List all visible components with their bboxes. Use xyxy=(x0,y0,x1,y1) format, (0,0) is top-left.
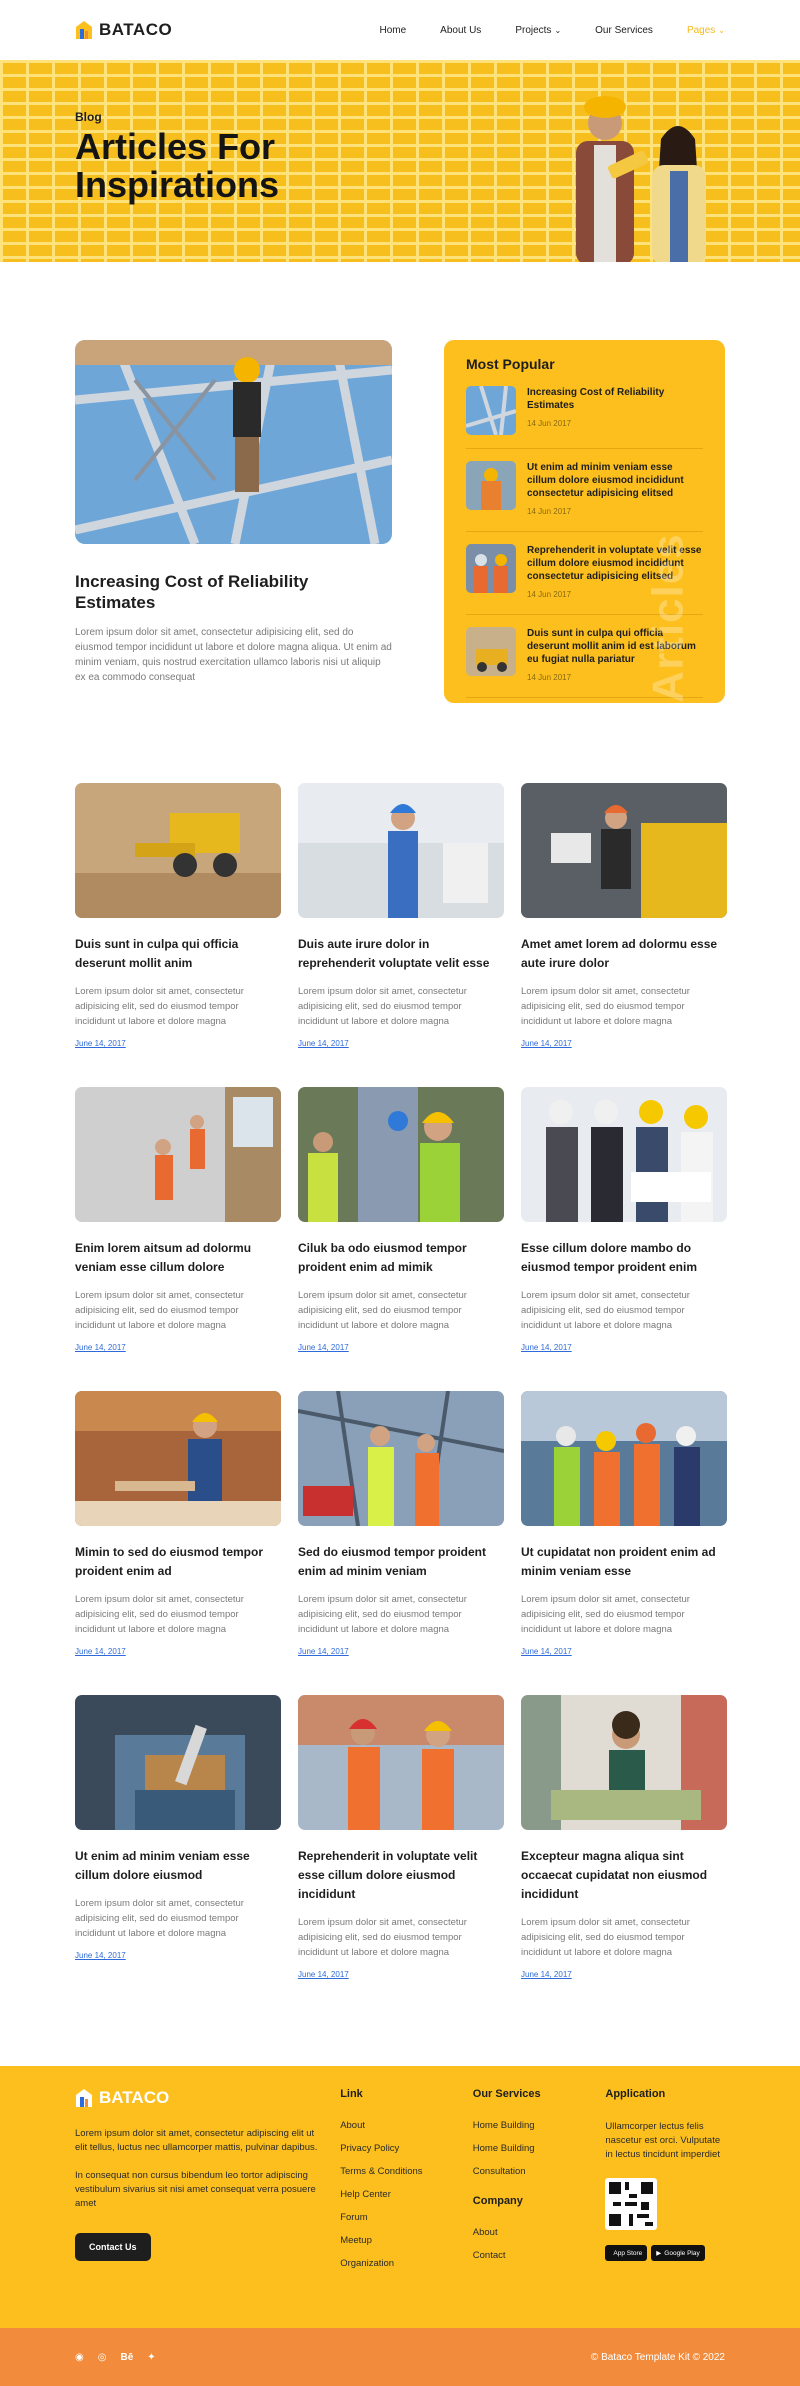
footer-services xyxy=(473,2088,606,2328)
footer-link-forum[interactable]: Forum xyxy=(340,2212,368,2223)
article-date[interactable]: June 14, 2017 xyxy=(521,1343,572,1352)
article-image[interactable] xyxy=(298,1391,504,1526)
popular-thumbnail xyxy=(466,544,516,593)
article-image[interactable] xyxy=(521,1391,727,1526)
article-title[interactable]: Ciluk ba odo eiusmod tempor proident enim ad mimik xyxy=(298,1241,467,1274)
footer-logo[interactable] xyxy=(75,2088,340,2108)
article-date[interactable]: June 14, 2017 xyxy=(521,1039,572,1048)
behance-icon[interactable]: Bē xyxy=(120,2351,134,2363)
article-date[interactable]: June 14, 2017 xyxy=(298,1039,349,1048)
article-date[interactable]: June 14, 2017 xyxy=(75,1647,126,1656)
featured-section xyxy=(0,262,800,703)
article-title[interactable]: Enim lorem aitsum ad dolormu veniam esse cillum dolore xyxy=(75,1241,252,1274)
article-card[interactable] xyxy=(75,1695,281,1982)
popular-item-date: 14 Jun 2017 xyxy=(527,590,572,599)
popular-item-title: Duis sunt in culpa qui officia deserunt mollit anim id est laborum eu fugiat nulla pariatur xyxy=(527,628,696,665)
footer-link-about[interactable]: About xyxy=(340,2120,366,2131)
footer-about xyxy=(75,2088,340,2328)
popular-thumbnail xyxy=(466,627,516,676)
article-date[interactable]: June 14, 2017 xyxy=(521,1647,572,1656)
article-description: Lorem ipsum dolor sit amet, consectetur adipisicing elit, sed do eiusmod tempor incididunt ut labore et dolore magna xyxy=(75,986,244,1027)
article-date[interactable]: June 14, 2017 xyxy=(298,1970,349,1979)
chevron-down-icon: ⌄ xyxy=(554,25,562,35)
copyright-text: © Bataco Template Kit © 2022 xyxy=(590,2351,725,2363)
top-nav xyxy=(0,0,800,60)
article-title[interactable]: Duis sunt in culpa qui officia deserunt mollit anim xyxy=(75,937,239,970)
hero-banner xyxy=(0,60,800,262)
featured-article[interactable] xyxy=(75,340,392,703)
article-title[interactable]: Esse cillum dolore mambo do eiusmod tempor proident enim xyxy=(521,1241,698,1274)
twitter-icon[interactable]: ✦ xyxy=(147,2351,156,2363)
article-image[interactable] xyxy=(521,1087,727,1222)
article-description: Lorem ipsum dolor sit amet, consectetur adipisicing elit, sed do eiusmod tempor incididunt ut labore et dolore magna xyxy=(521,1594,690,1635)
main-menu xyxy=(379,25,725,36)
footer-link-title: Link xyxy=(340,2088,363,2100)
article-date[interactable]: June 14, 2017 xyxy=(298,1647,349,1656)
nav-pages-label: Pages xyxy=(686,24,716,36)
most-popular-panel xyxy=(444,340,725,703)
google-play-icon: ▶ xyxy=(656,2250,662,2257)
nav-projects-label: Projects xyxy=(515,24,552,36)
article-description: Lorem ipsum dolor sit amet, consectetur adipisicing elit, sed do eiusmod tempor incididunt ut labore et dolore magna xyxy=(298,1594,467,1635)
article-image[interactable] xyxy=(298,1695,504,1830)
article-image[interactable] xyxy=(521,1695,727,1830)
footer-app-title: Application xyxy=(605,2088,666,2100)
nav-services[interactable]: Our Services xyxy=(595,24,653,36)
popular-item-title: Ut enim ad minim veniam esse cillum dolore eiusmod incididunt consectetur adipisicing elitsed xyxy=(527,462,684,499)
hero-text xyxy=(75,110,335,204)
footer xyxy=(0,2066,800,2386)
article-title[interactable]: Ut cupidatat non proident enim ad minim veniam esse xyxy=(521,1545,716,1578)
article-card[interactable] xyxy=(298,783,504,1051)
footer-service-link[interactable]: Consultation xyxy=(472,2166,526,2177)
featured-title[interactable]: Increasing Cost of Reliability Estimates xyxy=(75,572,309,612)
hero-eyebrow: Blog xyxy=(75,110,102,124)
qr-code-icon[interactable] xyxy=(605,2178,657,2230)
article-title[interactable]: Ut enim ad minim veniam esse cillum dolore eiusmod xyxy=(75,1849,250,1882)
footer-link-meetup[interactable]: Meetup xyxy=(340,2235,372,2246)
app-store-label: App Store xyxy=(613,2249,643,2257)
app-store-badge[interactable] xyxy=(605,2245,647,2261)
brand-name: BATACO xyxy=(99,20,173,39)
footer-company-contact[interactable]: Contact xyxy=(472,2250,506,2261)
article-image[interactable] xyxy=(75,783,281,918)
footer-application xyxy=(605,2088,725,2328)
footer-bottom-bar xyxy=(0,2328,800,2386)
article-image[interactable] xyxy=(298,783,504,918)
article-card[interactable] xyxy=(521,1391,727,1659)
footer-brand: BATACO xyxy=(99,2088,170,2107)
articles-watermark: Articles xyxy=(643,533,693,703)
footer-company-title: Company xyxy=(472,2195,523,2207)
nav-home[interactable]: Home xyxy=(379,24,407,36)
popular-thumbnail xyxy=(466,461,516,510)
article-card[interactable] xyxy=(298,1695,504,1982)
article-title[interactable]: Reprehenderit in voluptate velit esse cillum dolore eiusmod incididunt xyxy=(298,1849,478,1901)
featured-description: Lorem ipsum dolor sit amet, consectetur adipisicing elit, sed do eiusmod tempor incididunt ut labore et dolore magna aliqua. Ut enim ad minim veniam, quis nostrud exercitation ullamco laboris nisi ut aliquip ex ea commodo consequat xyxy=(75,627,392,683)
article-description: Lorem ipsum dolor sit amet, consectetur adipisicing elit, sed do eiusmod tempor incididunt ut labore et dolore magna xyxy=(298,1917,467,1958)
popular-item[interactable] xyxy=(466,386,703,449)
article-date[interactable]: June 14, 2017 xyxy=(75,1951,126,1960)
article-card[interactable] xyxy=(521,1087,727,1355)
article-image[interactable] xyxy=(521,783,727,918)
article-title[interactable]: Sed do eiusmod tempor proident enim ad minim veniam xyxy=(298,1545,487,1578)
steel-frame-worker-image xyxy=(75,340,392,544)
logo-icon xyxy=(75,2088,93,2108)
app-badges xyxy=(605,2245,725,2261)
article-description: Lorem ipsum dolor sit amet, consectetur adipisicing elit, sed do eiusmod tempor incididunt ut labore et dolore magna xyxy=(521,986,690,1027)
brand-logo[interactable] xyxy=(75,20,172,40)
nav-about[interactable]: About Us xyxy=(440,24,482,36)
article-description: Lorem ipsum dolor sit amet, consectetur adipisicing elit, sed do eiusmod tempor incididunt ut labore et dolore magna xyxy=(298,986,467,1027)
article-description: Lorem ipsum dolor sit amet, consectetur adipisicing elit, sed do eiusmod tempor incididunt ut labore et dolore magna xyxy=(75,1898,244,1939)
footer-services-title: Our Services xyxy=(472,2088,541,2100)
popular-item-date: 14 Jun 2017 xyxy=(527,419,572,428)
article-image[interactable] xyxy=(298,1087,504,1222)
article-image[interactable] xyxy=(75,1695,281,1830)
social-links xyxy=(75,2352,156,2363)
most-popular-title: Most Popular xyxy=(466,356,555,372)
article-title[interactable]: Duis aute irure dolor in reprehenderit voluptate velit esse xyxy=(298,937,490,970)
logo-icon xyxy=(75,20,93,40)
nav-projects[interactable] xyxy=(515,25,561,36)
footer-links xyxy=(340,2088,473,2328)
article-description: Lorem ipsum dolor sit amet, consectetur adipisicing elit, sed do eiusmod tempor incididunt ut labore et dolore magna xyxy=(75,1290,244,1331)
footer-service-link[interactable]: Home Building xyxy=(472,2143,535,2154)
article-date[interactable]: June 14, 2017 xyxy=(298,1343,349,1352)
featured-image[interactable] xyxy=(75,340,392,544)
google-play-label: Google Play xyxy=(664,2249,700,2257)
footer-link-terms[interactable]: Terms & Conditions xyxy=(340,2166,423,2177)
article-card[interactable] xyxy=(298,1391,504,1659)
chevron-down-icon: ⌄ xyxy=(718,25,725,35)
article-description: Lorem ipsum dolor sit amet, consectetur adipisicing elit, sed do eiusmod tempor incididunt ut labore et dolore magna xyxy=(298,1290,467,1331)
hero-title: Articles For Inspirations xyxy=(75,126,280,205)
article-title[interactable]: Mimin to sed do eiusmod tempor proident enim ad xyxy=(75,1545,264,1578)
article-card[interactable] xyxy=(75,1087,281,1355)
article-card[interactable] xyxy=(75,1391,281,1659)
article-card[interactable] xyxy=(521,1695,727,1982)
article-title[interactable]: Amet amet lorem ad dolormu esse aute irure dolor xyxy=(521,937,718,970)
article-date[interactable]: June 14, 2017 xyxy=(75,1039,126,1048)
article-date[interactable]: June 14, 2017 xyxy=(521,1970,572,1979)
footer-link-privacy[interactable]: Privacy Policy xyxy=(340,2143,400,2154)
articles-grid xyxy=(0,703,800,2066)
footer-link-organization[interactable]: Organization xyxy=(340,2258,395,2269)
footer-app-text: Ullamcorper lectus felis nascetur est orci. Vulputate in lectus tincidunt imperdiet xyxy=(605,2121,721,2160)
popular-item-date: 14 Jun 2017 xyxy=(527,673,572,682)
article-image[interactable] xyxy=(75,1087,281,1222)
article-date[interactable]: June 14, 2017 xyxy=(75,1343,126,1352)
article-description: Lorem ipsum dolor sit amet, consectetur adipisicing elit, sed do eiusmod tempor incididunt ut labore et dolore magna xyxy=(75,1594,244,1635)
article-card[interactable] xyxy=(521,783,727,1051)
footer-text-1: Lorem ipsum dolor sit amet, consectetur adipiscing elit ut elit tellus, luctus nec ullamcorper mattis, pulvinar dapibus. xyxy=(75,2128,318,2153)
footer-link-help[interactable]: Help Center xyxy=(340,2189,391,2200)
article-card[interactable] xyxy=(75,783,281,1051)
google-play-badge[interactable] xyxy=(651,2245,704,2261)
footer-main xyxy=(0,2066,800,2328)
article-image[interactable] xyxy=(75,1391,281,1526)
article-title[interactable]: Excepteur magna aliqua sint occaecat cupidatat non eiusmod incididunt xyxy=(521,1849,708,1901)
nav-pages[interactable] xyxy=(687,25,725,36)
hero-workers-image xyxy=(530,75,730,262)
popular-item-title: Reprehenderit in voluptate velit esse cillum dolore eiusmod incididunt consectetur adipisicing elitsed xyxy=(527,545,702,582)
article-card[interactable] xyxy=(298,1087,504,1355)
popular-thumbnail xyxy=(466,386,516,435)
popular-item[interactable] xyxy=(466,461,703,532)
popular-item-date: 14 Jun 2017 xyxy=(527,507,572,516)
popular-item-title: Increasing Cost of Reliability Estimates xyxy=(527,387,665,411)
instagram-icon[interactable]: ◎ xyxy=(97,2351,107,2363)
article-description: Lorem ipsum dolor sit amet, consectetur adipisicing elit, sed do eiusmod tempor incididunt ut labore et dolore magna xyxy=(521,1290,690,1331)
article-description: Lorem ipsum dolor sit amet, consectetur adipisicing elit, sed do eiusmod tempor incididunt ut labore et dolore magna xyxy=(521,1917,690,1958)
contact-us-button[interactable]: Contact Us xyxy=(75,2233,151,2261)
footer-text-2: In consequat non cursus bibendum leo tortor adipiscing vestibulum sivarius sit nisi amet consequat verra posuere amet xyxy=(75,2170,316,2209)
messenger-icon[interactable]: ◉ xyxy=(75,2351,84,2363)
footer-service-link[interactable]: Home Building xyxy=(472,2120,535,2131)
footer-company-about[interactable]: About xyxy=(472,2227,498,2238)
